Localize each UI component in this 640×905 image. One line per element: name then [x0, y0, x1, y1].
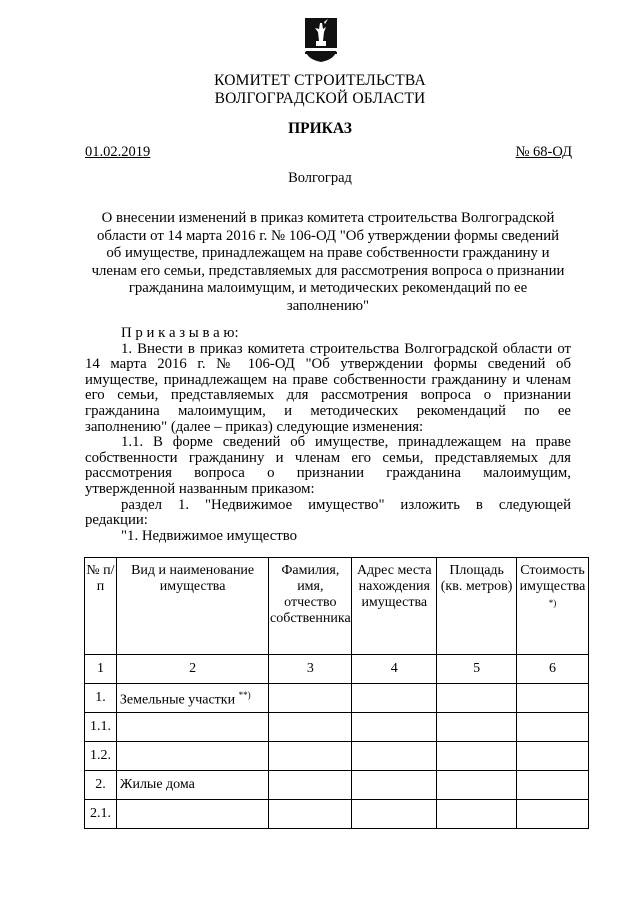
- table-cell: [517, 800, 589, 829]
- document-date: 01.02.2019: [85, 144, 151, 160]
- document-type: ПРИКАЗ: [288, 120, 352, 137]
- header-address: Адрес места нахождения имущества: [352, 558, 437, 655]
- table-cell: [269, 771, 352, 800]
- row-kind: [116, 684, 268, 713]
- table-cell: [437, 684, 517, 713]
- row-kind: [116, 800, 268, 829]
- para1-line: гражданина малоимущим, и методических рекомендаций по ее: [85, 402, 571, 419]
- property-table: [84, 557, 589, 829]
- document-number: № 68-ОД: [515, 144, 572, 160]
- row-kind: [116, 742, 268, 771]
- table-cell: [517, 771, 589, 800]
- table-cell: [352, 771, 437, 800]
- para11-line: 1.1. В форме сведений об имуществе, принадлежащем на праве: [121, 434, 571, 451]
- para1-line: 14 марта 2016 г. № 106-ОД "Об утверждении формы сведений об: [85, 356, 571, 373]
- table-cell: [517, 713, 589, 742]
- column-number-row: [85, 655, 589, 684]
- table-row: [85, 771, 589, 800]
- table-cell: [269, 742, 352, 771]
- coat-of-arms-emblem: [304, 17, 338, 63]
- org-name-line2: ВОЛГОГРАДСКОЙ ОБЛАСТИ: [214, 90, 426, 107]
- section-title: "1. Недвижимое имущество: [121, 527, 298, 544]
- table-cell: [437, 742, 517, 771]
- row-number: 1.2.: [85, 742, 117, 771]
- col-number: 1: [85, 655, 117, 684]
- subject-line: О внесении изменений в приказ комитета строительства Волгоградской: [101, 210, 555, 226]
- table-cell: [517, 742, 589, 771]
- col-number: 2: [116, 655, 268, 684]
- table-cell: [517, 684, 589, 713]
- section-para-line: редакции:: [85, 512, 148, 529]
- header-area: Площадь (кв. метров): [437, 558, 517, 655]
- header-owner: Фамилия, имя, отчество собственника: [269, 558, 352, 655]
- subject-line: об имуществе, принадлежащем на праве собственности гражданину и: [106, 245, 550, 262]
- subject-line: членам его семьи, представляемых для рассмотрения вопроса о признании: [91, 262, 565, 279]
- table-header-row: [85, 558, 589, 655]
- para1-line: заполнению" (далее – приказ) следующие изменения:: [85, 418, 424, 435]
- subject-line: заполнению": [286, 297, 370, 314]
- table-row: [85, 684, 589, 713]
- row-number: 1.1.: [85, 713, 117, 742]
- document-city: Волгоград: [288, 170, 352, 186]
- document-subject: [85, 210, 571, 316]
- table-cell: [269, 684, 352, 713]
- table-cell: [437, 800, 517, 829]
- col-number: 3: [269, 655, 352, 684]
- table-cell: [437, 771, 517, 800]
- col-number: 6: [517, 655, 589, 684]
- row-kind: [116, 713, 268, 742]
- table-cell: [352, 713, 437, 742]
- subject-line: области от 14 марта 2016 г. № 106-ОД "Об утверждении формы сведений: [96, 227, 560, 244]
- para1-line: имуществе, принадлежащем на праве собственности гражданину и членам: [85, 371, 571, 388]
- table-row: [85, 800, 589, 829]
- order-word: П р и к а з ы в а ю:: [121, 325, 239, 341]
- row-kind-label: Земельные участки: [119, 692, 236, 708]
- para1-line: 1. Внести в приказ комитета строительства Волгоградской области от: [121, 340, 571, 357]
- table-cell: [352, 800, 437, 829]
- footnote-mark: **): [238, 690, 251, 701]
- table-cell: [269, 800, 352, 829]
- para11-line: рассмотрения вопроса о признании гражданина малоимущим,: [85, 465, 571, 482]
- footnote-mark: *): [548, 598, 557, 608]
- para11-line: утвержденной названным приказом:: [85, 480, 315, 497]
- row-number: 1.: [85, 684, 117, 713]
- header-kind: Вид и наименование имущества: [116, 558, 268, 655]
- col-number: 5: [437, 655, 517, 684]
- row-number: 2.: [85, 771, 117, 800]
- header-cost-label: Стоимость имущества: [519, 563, 586, 594]
- section-para-line: раздел 1. "Недвижимое имущество" изложить в следующей: [121, 496, 571, 513]
- table-row: [85, 713, 589, 742]
- header-cost: [517, 558, 589, 655]
- order-body: [85, 326, 571, 544]
- row-kind: Жилые дома: [116, 771, 268, 800]
- para11-line: собственности гражданину и членам его семьи, представляемых для: [85, 449, 571, 466]
- col-number: 4: [352, 655, 437, 684]
- para1-line: его семьи, представляемых для рассмотрения вопроса о признании: [85, 387, 571, 404]
- org-name-line1: КОМИТЕТ СТРОИТЕЛЬСТВА: [214, 72, 426, 89]
- table-row: [85, 742, 589, 771]
- row-number: 2.1.: [85, 800, 117, 829]
- subject-line: гражданина малоимущим, и методических рекомендаций по ее: [128, 280, 528, 297]
- table-cell: [269, 713, 352, 742]
- header-no: № п/п: [85, 558, 117, 655]
- table-cell: [352, 684, 437, 713]
- table-cell: [437, 713, 517, 742]
- table-cell: [352, 742, 437, 771]
